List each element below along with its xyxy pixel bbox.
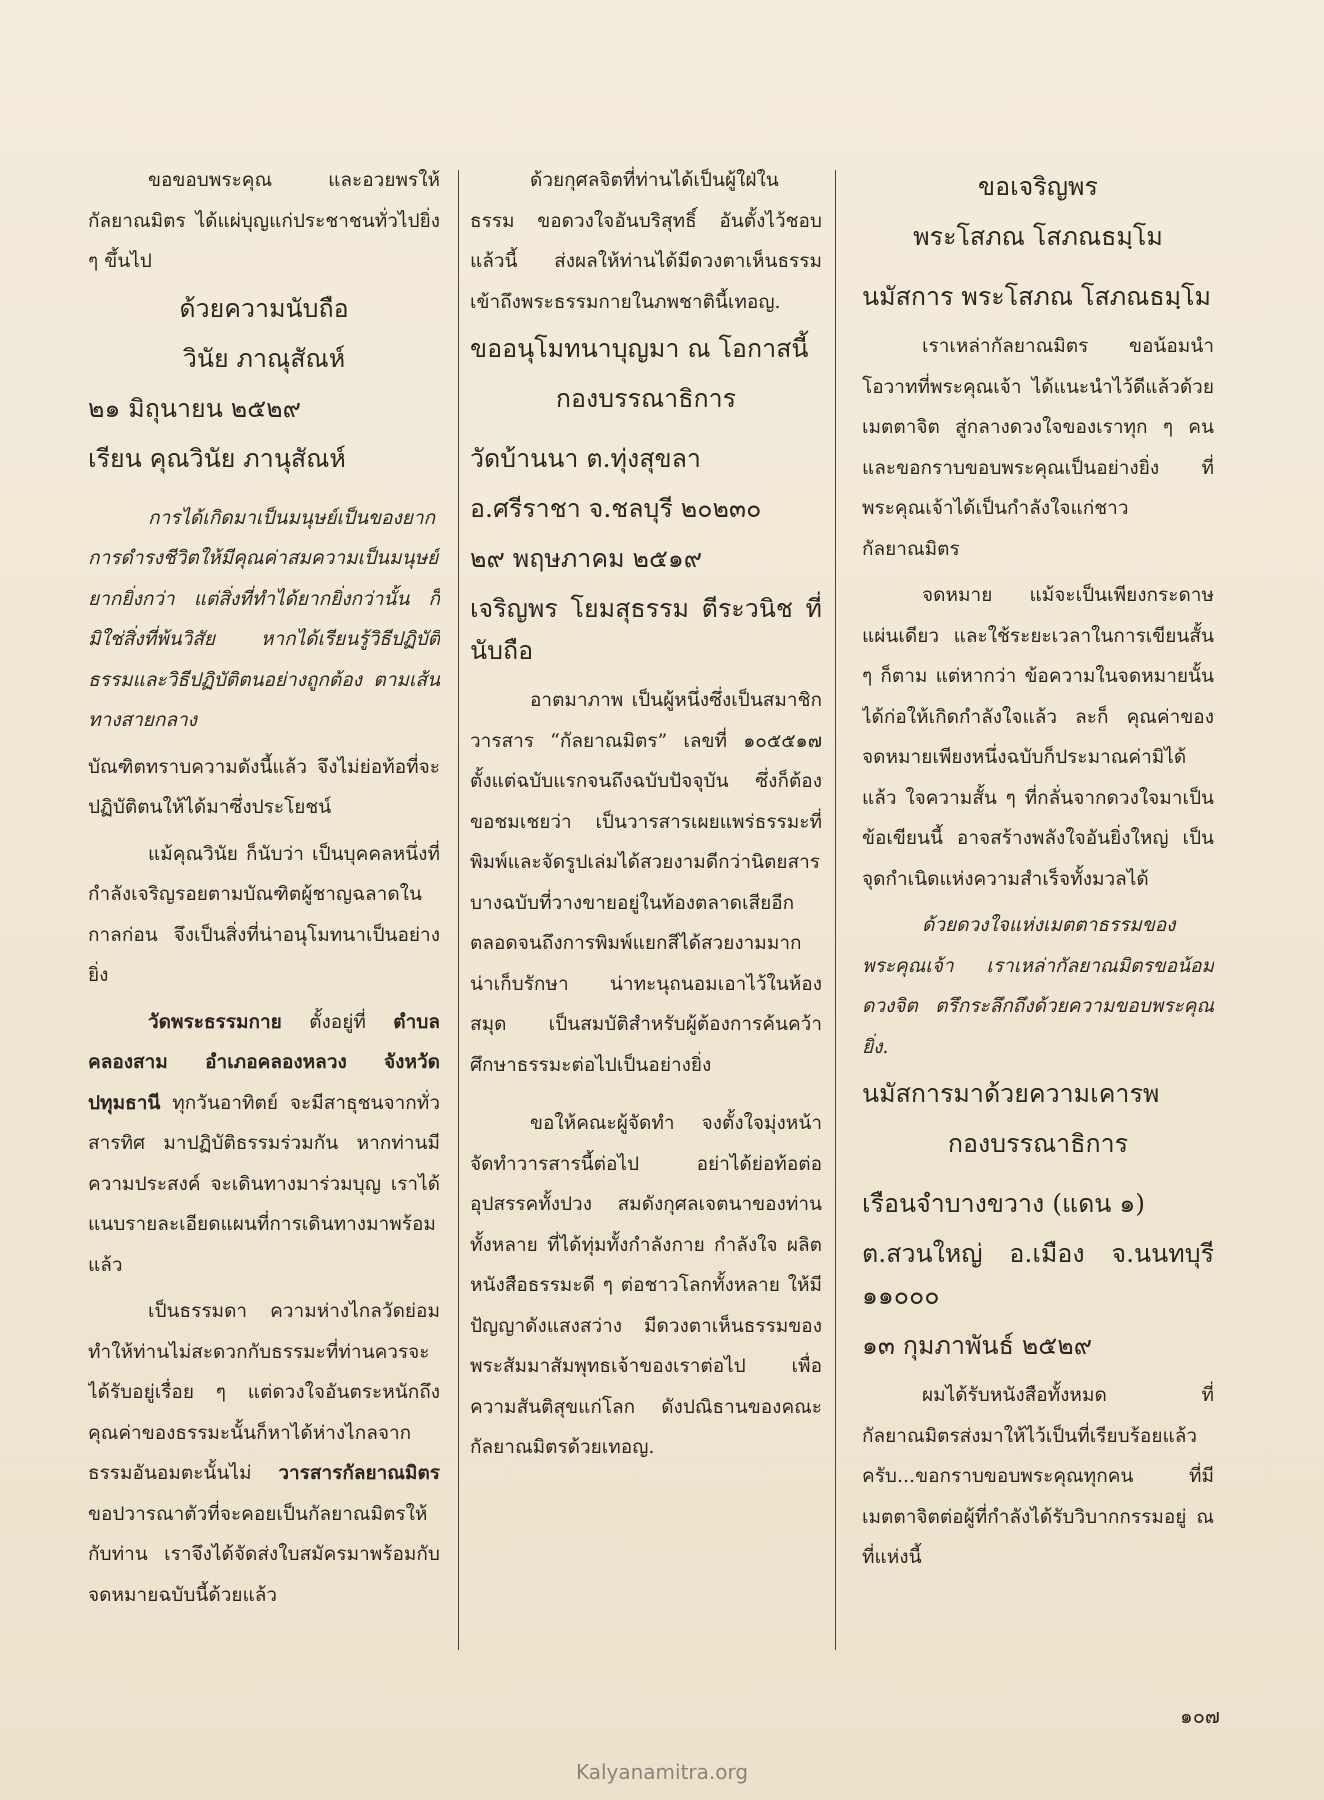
paragraph: ด้วยกุศลจิตที่ท่านได้เป็นผู้ใฝ่ในธรรม ขอดวงใจอันบริสุทธิ์ อันตั้งไว้ชอบแล้วนี้ ส่งผลให้ท่านได้มีดวงตาเห็นธรรม เข้าถึงพระธรรมกายในภพชาตินี้เทอญ. bbox=[470, 169, 822, 313]
paragraph bbox=[88, 1002, 440, 1286]
paragraph: อาตมาภาพ เป็นผู้หนึ่งซึ่งเป็นสมาชิกวารสาร “กัลยาณมิตร” เลขที่ ๑๐๕๕๑๗ ตั้งแต่ฉบับแรกจนถึงฉบับปัจจุบัน ซึ่งก็ต้องขอชมเชยว่า เป็นวารสารเผยแพร่ธรรมะที่พิมพ์และจัดรูปเล่มได้สวยงามดีกว่านิตยสารบางฉบับที่วางขายอยู่ในท้องตลาดเสียอีก ตลอดจนถึงการพิมพ์แยกสีได้สวยงามมาก น่าเก็บรักษา น่าทะนุถนอมเอาไว้ในห้องสมุด เป็นสมบัติสำหรับผู้ต้องการค้นคว้าศึกษาธรรมะต่อไปเป็นอย่างยิ่ง bbox=[470, 689, 822, 1076]
letter-title: ขอเจริญพร bbox=[978, 172, 1098, 201]
closing-line: นมัสการมาด้วยความเคารพ bbox=[862, 1079, 1160, 1108]
letter-date: ๑๓ กุมภาพันธ์ ๒๕๒๙ bbox=[862, 1331, 1093, 1360]
closing-line: ขออนุโมทนาบุญมา ณ โอกาสนี้ bbox=[470, 334, 809, 363]
journal-name: วารสารกัลยาณมิตร bbox=[278, 1462, 440, 1484]
address-line: อ.ศรีราชา จ.ชลบุรี ๒๐๒๓๐ bbox=[470, 494, 762, 523]
paragraph: แม้คุณวินัย ก็นับว่า เป็นบุคคลหนึ่งที่กำลังเจริญรอยตามบัณฑิตผู้ชาญฉลาดในกาลก่อน จึงเป็นสิ่งที่น่าอนุโมทนาเป็นอย่างยิ่ง bbox=[88, 842, 440, 986]
paragraph: ผมได้รับหนังสือทั้งหมด ที่กัลยาณมิตรส่งมาให้ไว้เป็นที่เรียบร้อยแล้วครับ...ขอกราบขอบพระคุณทุกคน ที่มีเมตตาจิตต่อผู้ที่กำลังได้รับวิบากกรรมอยู่ ณ ที่แห่งนี้ bbox=[862, 1384, 1214, 1568]
letter-date: ๒๑ มิถุนายน ๒๕๒๙ bbox=[88, 393, 301, 423]
regards-line: ด้วยความนับถือ bbox=[179, 293, 349, 323]
address-line: วัดบ้านนา ต.ทุ่งสุขลา bbox=[470, 444, 701, 473]
editor-signature: กองบรรณาธิการ bbox=[555, 384, 737, 413]
paragraph: ด้วยดวงใจแห่งเมตตาธรรมของพระคุณเจ้า เราเหล่ากัลยาณมิตรขอน้อมดวงจิต ตรึกระลึกถึงด้วยความขอบพระคุณยิ่ง. bbox=[862, 914, 1214, 1058]
letter-column-middle bbox=[470, 160, 822, 1660]
paragraph: จดหมาย แม้จะเป็นเพียงกระดาษแผ่นเดียว และใช้ระยะเวลาในการเขียนสั้น ๆ ก็ตาม แต่หากว่า ข้อความในจดหมายนั้น ได้ก่อให้เกิดกำลังใจแล้ว ละก็ คุณค่าของจดหมายเพียงหนึ่งฉบับก็ประมาณค่ามิได้แล้ว ใจความสั้น ๆ ที่กลั่นจากดวงใจมาเป็นข้อเขียนนี้ อาจสร้างพลังใจอันยิ่งใหญ่ เป็นจุดกำเนิดแห่งความสำเร็จทั้งมวลได้ bbox=[862, 584, 1214, 890]
text-span: เป็นธรรมดา ความห่างไกลวัดย่อมทำให้ท่านไม่สะดวกกับธรรมะที่ท่านควรจะได้รับอยู่เรื่อย ๆ แต่ดวงใจอันตระหนักถึงคุณค่าของธรรมะนั้นก็หาได้ห่างไกลจากธรรมอันอมตะนั้นไม่ bbox=[88, 1300, 440, 1484]
paragraph bbox=[88, 1291, 440, 1615]
salutation: เรียน คุณวินัย ภานุสัณห์ bbox=[88, 443, 346, 473]
text-span: ทุกวันอาทิตย์ จะมีสาธุชนจากทั่วสารทิศ มาปฏิบัติธรรมร่วมกัน หากท่านมีความประสงค์ จะเดินทางมาร่วมบุญ เราได้แนบรายละเอียดแผนที่การเดินทางมาพร้อมแล้ว bbox=[88, 1091, 440, 1276]
temple-address: ตำบลคลองสาม อำเภอคลองหลวง จังหวัดปทุมธานี bbox=[88, 1010, 440, 1114]
editor-signature: กองบรรณาธิการ bbox=[947, 1129, 1129, 1158]
text-span: ขอปวารณาตัวที่จะคอยเป็นกัลยาณมิตรให้กับท่าน เราจึงได้จัดส่งใบสมัครมาพร้อมกับจดหมายฉบับนี้ด้วยแล้ว bbox=[88, 1502, 440, 1606]
letter-column-right bbox=[862, 160, 1214, 1660]
column-divider bbox=[458, 170, 459, 1650]
text-span: ตั้งอยู่ที่ bbox=[281, 1010, 394, 1033]
salutation: เจริญพร โยมสุธรรม ตีระวนิช ที่นับถือ bbox=[470, 594, 822, 665]
site-watermark: Kalyanamitra.org bbox=[575, 1760, 749, 1784]
salutation: นมัสการ พระโสภณ โสภณธมฺโม bbox=[862, 282, 1212, 311]
paragraph: เราเหล่ากัลยาณมิตร ขอน้อมนำโอวาทที่พระคุณเจ้า ได้แนะนำไว้ดีแล้วด้วยเมตตาจิต สู่กลางดวงใจของเราทุก ๆ คน และขอกราบขอบพระคุณเป็นอย่างยิ่ง ที่พระคุณเจ้าได้เป็นกำลังใจแก่ชาวกัลยาณมิตร bbox=[862, 335, 1214, 560]
column-divider bbox=[835, 170, 836, 1650]
paragraph: ขอให้คณะผู้จัดทำ จงตั้งใจมุ่งหน้าจัดทำวารสารนี้ต่อไป อย่าได้ย่อท้อต่ออุปสรรคทั้งปวง สมดังกุศลเจตนาของท่านทั้งหลาย ที่ได้ทุ่มทั้งกำลังกาย กำลังใจ ผลิตหนังสือธรรมะดี ๆ ต่อชาวโลกทั้งหลาย ให้มีปัญญาดังแสงสว่าง มีดวงตาเห็นธรรมของพระสัมมาสัมพุทธเจ้าของเราต่อไป เพื่อความสันติสุขแก่โลก ดังปณิธานของคณะกัลยาณมิตรด้วยเทอญ. bbox=[470, 1112, 822, 1458]
letter-title: พระโสภณ โสภณธมฺโม bbox=[913, 222, 1163, 251]
page-number: ๑๐๗ bbox=[1180, 1704, 1220, 1728]
letter-column-left bbox=[88, 160, 440, 1660]
temple-name: วัดพระธรรมกาย bbox=[148, 1010, 282, 1033]
signer-name: วินัย ภาณุสัณห์ bbox=[182, 343, 346, 373]
address-line: เรือนจำบางขวาง (แดน ๑) bbox=[862, 1189, 1145, 1218]
address-line: ต.สวนใหญ่ อ.เมือง จ.นนทบุรี ๑๑๐๐๐ bbox=[862, 1239, 1214, 1310]
paragraph: บัณฑิตทราบความดังนี้แล้ว จึงไม่ย่อท้อที่จะปฏิบัติตนให้ได้มาซึ่งประโยชน์ bbox=[88, 755, 440, 818]
paragraph: ขอขอบพระคุณ และอวยพรให้กัลยาณมิตร ได้แผ่บุญแก่ประชาชนทั่วไปยิ่ง ๆ ขึ้นไป bbox=[88, 169, 440, 272]
paragraph: การได้เกิดมาเป็นมนุษย์เป็นของยาก การดำรงชีวิตให้มีคุณค่าสมความเป็นมนุษย์ ยากยิ่งกว่า แต่สิ่งที่ทำได้ยากยิ่งกว่านั้น ก็มิใช่สิ่งที่พ้นวิสัย หากได้เรียนรู้วิธีปฏิบัติธรรมและวิธีปฏิบัติตนอย่างถูกต้อง ตามเส้นทางสายกลาง bbox=[88, 506, 440, 731]
letter-date: ๒๙ พฤษภาคม ๒๕๑๙ bbox=[470, 544, 703, 573]
